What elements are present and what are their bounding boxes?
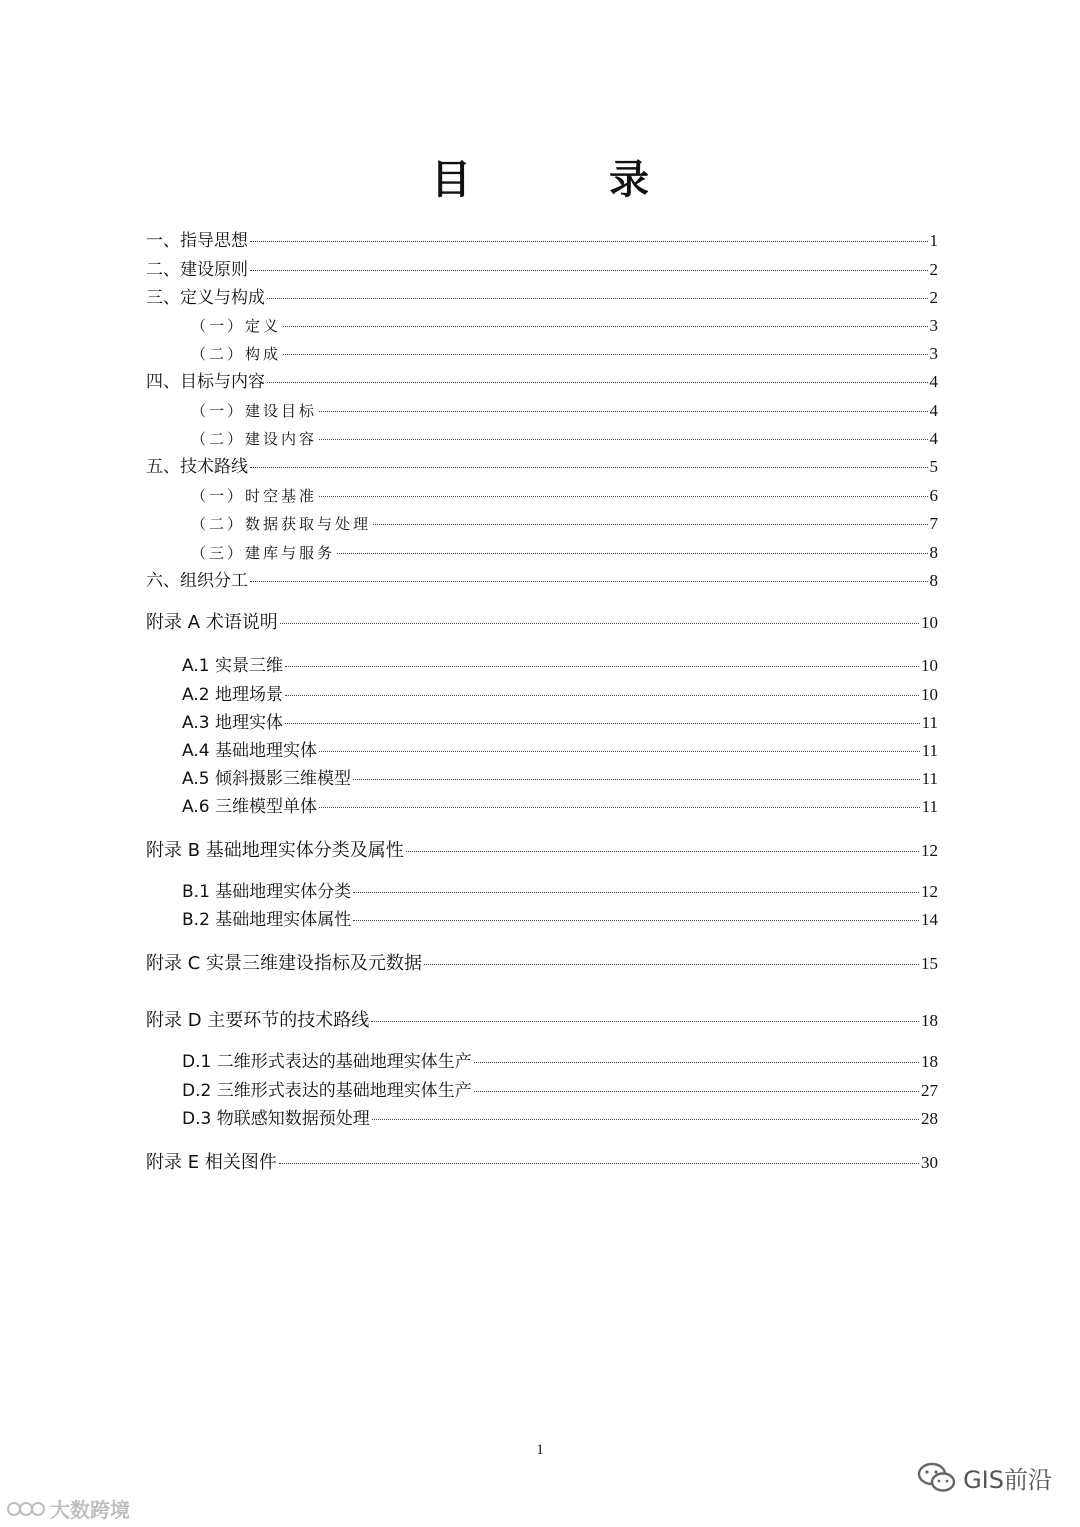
toc-dot-leader (250, 241, 928, 242)
toc-dot-leader (319, 751, 920, 752)
toc-dot-leader (250, 270, 928, 271)
toc-dot-leader (371, 1021, 919, 1022)
toc-entry-label: A.5 倾斜摄影三维模型 (182, 769, 351, 789)
toc-dot-leader (267, 382, 928, 383)
toc-entry-page: 18 (921, 1011, 938, 1030)
toc-dot-leader (279, 1163, 919, 1164)
toc-entry-label: B.2 基础地理实体属性 (182, 910, 352, 930)
toc-dot-leader (280, 623, 919, 624)
watermark-right (917, 1460, 1052, 1495)
toc-entry-label: A.1 实景三维 (182, 656, 283, 676)
toc-entry-page: 2 (929, 288, 938, 307)
toc-entry[interactable] (146, 684, 938, 706)
toc-entry[interactable] (146, 712, 938, 734)
toc-entry-page: 11 (921, 741, 938, 760)
toc-entry-label: （一）建设目标 (191, 402, 318, 420)
toc-entry-label: 附录 A 术语说明 (146, 612, 278, 633)
toc-entry-label: 一、指导思想 (146, 231, 248, 251)
toc-entry[interactable] (146, 456, 938, 478)
brand-logo-icon (6, 1498, 46, 1520)
toc-dot-leader (283, 326, 927, 327)
toc-dot-leader (285, 695, 919, 696)
toc-dot-leader (353, 779, 920, 780)
toc-entry-label: （三）建库与服务 (191, 544, 336, 562)
wechat-icon (917, 1461, 957, 1495)
toc-entry[interactable] (146, 1010, 938, 1032)
watermark-left-text: 大数跨境 (50, 1498, 130, 1522)
toc-dot-leader (474, 1091, 919, 1092)
toc-entry-label: 二、建设原则 (146, 260, 248, 280)
toc-entry-page: 3 (929, 344, 938, 363)
toc-entry-page: 30 (921, 1153, 938, 1172)
toc-entry-label: A.4 基础地理实体 (182, 741, 317, 761)
toc-entry[interactable] (146, 513, 938, 535)
toc-entry-page: 12 (921, 841, 938, 860)
toc-entry-page: 10 (921, 685, 938, 704)
page-title: 目 录 (431, 156, 711, 203)
toc-entry-label: B.1 基础地理实体分类 (182, 882, 352, 902)
toc-entry-page: 8 (929, 571, 938, 590)
toc-entry[interactable] (146, 542, 938, 564)
toc-entry-label: D.3 物联感知数据预处理 (182, 1109, 370, 1129)
toc-entry-page: 14 (921, 910, 938, 929)
toc-entry-label: （二）构成 (191, 345, 282, 363)
toc-dot-leader (285, 666, 919, 667)
toc-entry-page: 4 (929, 429, 938, 448)
toc-dot-leader (250, 581, 928, 582)
toc-dot-leader (283, 354, 927, 355)
watermark-right-text: GIS前沿 (963, 1466, 1052, 1494)
toc-dot-leader (319, 496, 927, 497)
toc-entry-label: 六、组织分工 (146, 571, 248, 591)
toc-entry-page: 4 (929, 372, 938, 391)
toc-entry-page: 27 (921, 1081, 938, 1100)
toc-entry-label: A.2 地理场景 (182, 685, 283, 705)
toc-entry-page: 28 (921, 1109, 938, 1128)
toc-entry[interactable] (146, 570, 938, 592)
toc-dot-leader (319, 807, 920, 808)
toc-entry-page: 1 (929, 231, 938, 250)
toc-dot-leader (353, 920, 919, 921)
toc-entry[interactable] (146, 840, 938, 862)
toc-entry-label: D.2 三维形式表达的基础地理实体生产 (182, 1081, 472, 1101)
toc-entry[interactable] (146, 428, 938, 450)
toc-entry[interactable] (146, 1080, 938, 1102)
page-number: 1 (536, 1442, 544, 1458)
toc-entry[interactable] (146, 796, 938, 818)
toc-entry[interactable] (146, 485, 938, 507)
toc-entry-label: 三、定义与构成 (146, 288, 265, 308)
toc-entry-label: 四、目标与内容 (146, 372, 265, 392)
toc-dot-leader (353, 892, 919, 893)
toc-entry[interactable] (146, 655, 938, 677)
toc-entry[interactable] (146, 1108, 938, 1130)
toc-dot-leader (373, 524, 927, 525)
toc-entry-page: 6 (929, 486, 938, 505)
toc-entry[interactable] (146, 371, 938, 393)
toc-entry[interactable] (146, 230, 938, 252)
toc-entry-label: 附录 B 基础地理实体分类及属性 (146, 840, 404, 861)
toc-entry[interactable] (146, 953, 938, 975)
toc-entry-page: 10 (921, 656, 938, 675)
toc-entry-label: A.6 三维模型单体 (182, 797, 317, 817)
toc-entry-label: （一）时空基准 (191, 487, 318, 505)
toc-entry-label: D.1 二维形式表达的基础地理实体生产 (182, 1052, 472, 1072)
toc-entry-page: 11 (921, 769, 938, 788)
toc-entry[interactable] (146, 1051, 938, 1073)
toc-entry-page: 18 (921, 1052, 938, 1071)
toc-entry[interactable] (146, 287, 938, 309)
watermark-left (6, 1494, 130, 1523)
toc-entry-label: 附录 E 相关图件 (146, 1152, 277, 1173)
toc-entry-page: 2 (929, 260, 938, 279)
toc-entry[interactable] (146, 1152, 938, 1174)
toc-entry-page: 15 (921, 954, 938, 973)
toc-entry-label: 附录 C 实景三维建设指标及元数据 (146, 953, 423, 974)
toc-dot-leader (372, 1119, 919, 1120)
toc-entry[interactable] (146, 400, 938, 422)
toc-entry-page: 8 (929, 543, 938, 562)
toc-entry-label: A.3 地理实体 (182, 713, 283, 733)
toc-entry[interactable] (146, 612, 938, 634)
toc-dot-leader (337, 553, 927, 554)
toc-dot-leader (285, 723, 920, 724)
toc-entry[interactable] (146, 740, 938, 762)
toc-entry-label: （二）建设内容 (191, 430, 318, 448)
toc-entry-page: 7 (929, 514, 938, 533)
toc-entry[interactable] (146, 909, 938, 931)
toc-entry-page: 3 (929, 316, 938, 335)
toc-entry-label: 附录 D 主要环节的技术路线 (146, 1010, 370, 1031)
toc-entry[interactable] (146, 315, 938, 337)
toc-entry[interactable] (146, 881, 938, 903)
toc-entry[interactable] (146, 343, 938, 365)
toc-dot-leader (267, 298, 928, 299)
toc-entry-page: 4 (929, 401, 938, 420)
toc-entry-label: （二）数据获取与处理 (191, 515, 372, 533)
toc-dot-leader (406, 851, 919, 852)
toc-dot-leader (319, 411, 927, 412)
toc-entry[interactable] (146, 259, 938, 281)
toc-dot-leader (319, 439, 927, 440)
toc-dot-leader (424, 964, 919, 965)
toc-entry-label: （一）定义 (191, 317, 282, 335)
toc-entry-label: 五、技术路线 (146, 457, 248, 477)
toc-entry-page: 12 (921, 882, 938, 901)
toc-entry-page: 11 (921, 797, 938, 816)
toc-entry-page: 11 (921, 713, 938, 732)
toc-dot-leader (474, 1062, 919, 1063)
toc-entry-page: 5 (929, 457, 938, 476)
toc-entry[interactable] (146, 768, 938, 790)
toc-entry-page: 10 (921, 613, 938, 632)
toc-dot-leader (250, 467, 928, 468)
